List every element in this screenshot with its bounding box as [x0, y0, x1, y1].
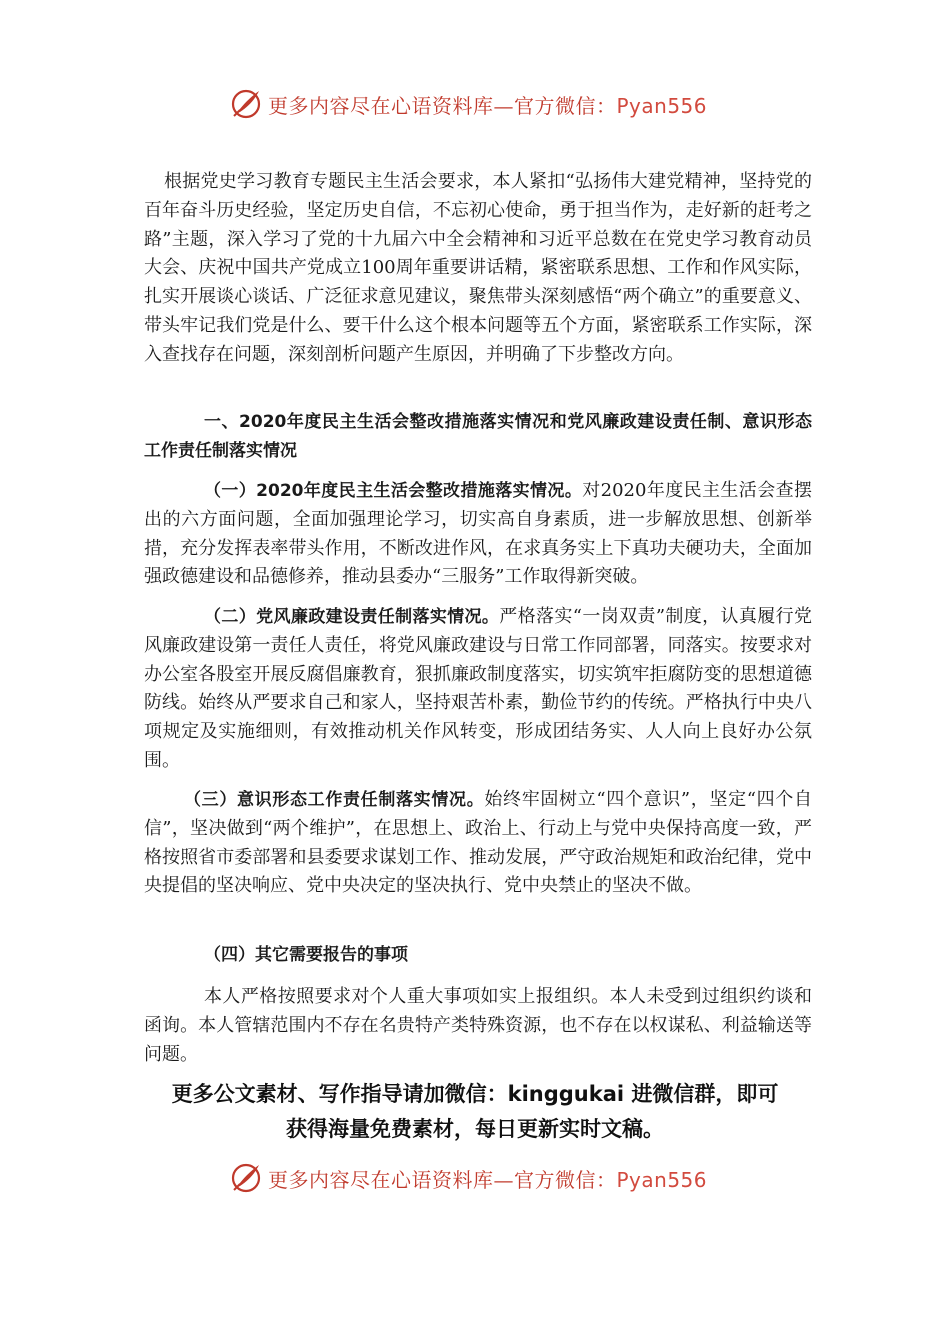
section-2-text: 严格落实“一岗双责”制度，认真履行党风廉政建设第一责任人责任，将党风廉政建设与日常工作同部署，同落实。按要求对办公室各股室开展反腐倡廉教育，狠抓廉政制度落实，切实筑牢拒腐防变的思想道德防线。始终从严要求自己和家人，坚持艰苦朴素，勤俭节约的传统。严格执行中央八项规定及实施细则，有效推动机关作风转变，形成团结务实、人人向上良好办公氛围。 [144, 606, 812, 771]
header-banner [0, 82, 950, 126]
banner-text [268, 90, 707, 119]
footer-banner [0, 1156, 950, 1200]
banner-wechat-id: Pyan556 [616, 93, 708, 118]
quill-pen-logo-icon [228, 1160, 264, 1196]
intro-paragraph: 根据党史学习教育专题民主生活会要求，本人紧扣“弘扬伟大建党精神，坚持党的百年奋斗历史经验，坚定历史自信，不忘初心使命，勇于担当作为，走好新的赶考之路”主题，深入学习了党的十九届六中全会精神和习近平总数在在党史学习教育动员大会、庆祝中国共产党成立100周年重要讲话精，紧密联系思想、工作和作风实际，扎实开展谈心谈话、广泛征求意见建议，聚焦带头深刻感悟“两个确立”的重要意义、带头牢记我们党是什么、要干什么这个根本问题等五个方面，紧密联系工作实际，深入查找存在问题，深刻剖析问题产生原因，并明确了下步整改方向。 [144, 171, 812, 365]
section-3-text: 始终牢固树立“四个意识”，坚定“四个自信”，坚决做到“两个维护”，在思想上、政治上、行动上与党中央保持高度一致，严格按照省市委部署和县委要求谋划工作、推动发展，严守政治规矩和政治纪律，党中央提倡的坚决响应、党中央决定的坚决执行、党中央禁止的坚决不做。 [144, 789, 813, 897]
banner-text [268, 1164, 707, 1193]
banner-text-cn: 更多内容尽在心语资料库—官方微信： [268, 93, 617, 118]
section-3-lead: （三）意识形态工作责任制落实情况。 [184, 790, 485, 810]
section-heading-1: 一、2020年度民主生活会整改措施落实情况和党风廉政建设责任制、意识形态工作责任制落实情况 [144, 412, 812, 461]
section-1-text: 对2020年度民主生活会查摆出的六方面问题，全面加强理论学习，切实高自身素质，进一步解放思想、创新举措，充分发挥表率带头作用，不断改进作风，在求真务实上下真功夫硬功夫，全面加强政德建设和品德修养，推动县委办“三服务”工作取得新突破。 [144, 480, 812, 588]
promo-line-2: 获得海量免费素材，每日更新实时文稿。 [286, 1117, 664, 1141]
promo-line-1: 更多公文素材、写作指导请加微信：kinggukai 进微信群，即可 [171, 1082, 779, 1106]
section-4-paragraph: 本人严格按照要求对个人重大事项如实上报组织。本人未受到过组织约谈和函询。本人管辖范围内不存在名贵特产类特殊资源，也不存在以权谋私、利益输送等问题。 [144, 986, 812, 1065]
quill-pen-logo-icon [228, 86, 264, 122]
banner-wechat-id: Pyan556 [616, 1167, 708, 1192]
section-2-lead: （二）党风廉政建设责任制落实情况。 [204, 607, 500, 627]
promo-block [120, 1077, 830, 1147]
section-heading-4: （四）其它需要报告的事项 [204, 945, 408, 965]
section-2-paragraph [144, 603, 812, 776]
banner-text-cn: 更多内容尽在心语资料库—官方微信： [268, 1167, 617, 1192]
section-3-paragraph [144, 786, 812, 901]
section-1-paragraph [144, 477, 812, 592]
section-1-lead: （一）2020年度民主生活会整改措施落实情况。 [204, 481, 583, 501]
